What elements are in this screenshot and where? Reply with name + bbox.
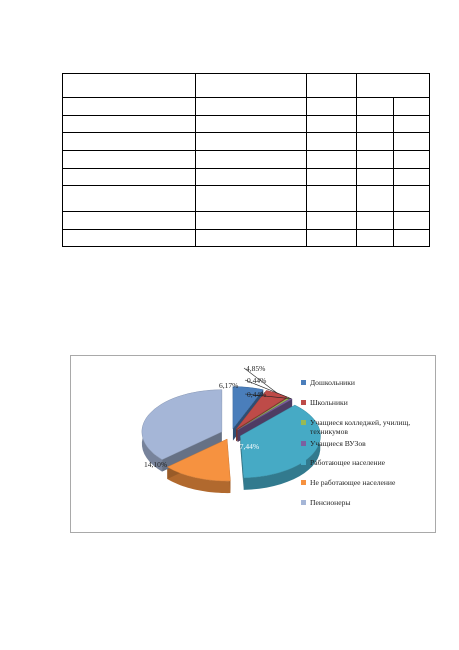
legend-label: Дошкольники [310, 378, 355, 387]
pie-chart-frame [70, 355, 436, 533]
legend-label: Работающее население [310, 458, 386, 467]
legend-item [301, 498, 434, 507]
table-rule [393, 97, 394, 247]
data-label: 37,44% [236, 442, 260, 451]
table-rule [429, 73, 430, 247]
legend-label: Не работающее население [310, 478, 396, 487]
empty-table [62, 73, 430, 247]
legend-item [301, 478, 434, 487]
table-rule [62, 132, 430, 133]
table-rule [62, 97, 430, 98]
data-label: 36,56% [113, 409, 137, 418]
data-label: 0,44% [247, 376, 267, 385]
legend-item [301, 398, 434, 407]
data-label: 4,85% [246, 364, 266, 373]
table-rule [306, 73, 307, 247]
legend-label: Школьники [310, 398, 348, 407]
legend-swatch [301, 380, 306, 385]
legend-swatch [301, 480, 306, 485]
legend-swatch [301, 400, 306, 405]
legend-item [301, 378, 434, 387]
table-rule [62, 185, 430, 186]
legend-swatch [301, 420, 306, 425]
legend-item [301, 439, 434, 448]
legend-item [301, 418, 434, 436]
legend-label: Пенсионеры [310, 498, 351, 507]
table-rule [62, 73, 63, 247]
table-rule [195, 73, 196, 247]
table-rule [62, 246, 430, 247]
table-rule [62, 150, 430, 151]
legend-swatch [301, 441, 306, 446]
data-label: 14,10% [144, 460, 168, 469]
legend-label: Учащиеся ВУЗов [310, 439, 366, 448]
table-rule [62, 211, 430, 212]
legend-swatch [301, 500, 306, 505]
table-rule [62, 115, 430, 116]
data-label: 6,17% [219, 381, 239, 390]
table-rule [62, 73, 430, 74]
table-rule [62, 229, 430, 230]
table-rule [62, 168, 430, 169]
legend-item [301, 458, 434, 467]
legend-swatch [301, 460, 306, 465]
table-rule [356, 73, 357, 247]
data-label: 0,44% [247, 390, 267, 399]
legend-label: Учащиеся колледжей, училищ, техникумов [310, 418, 411, 436]
